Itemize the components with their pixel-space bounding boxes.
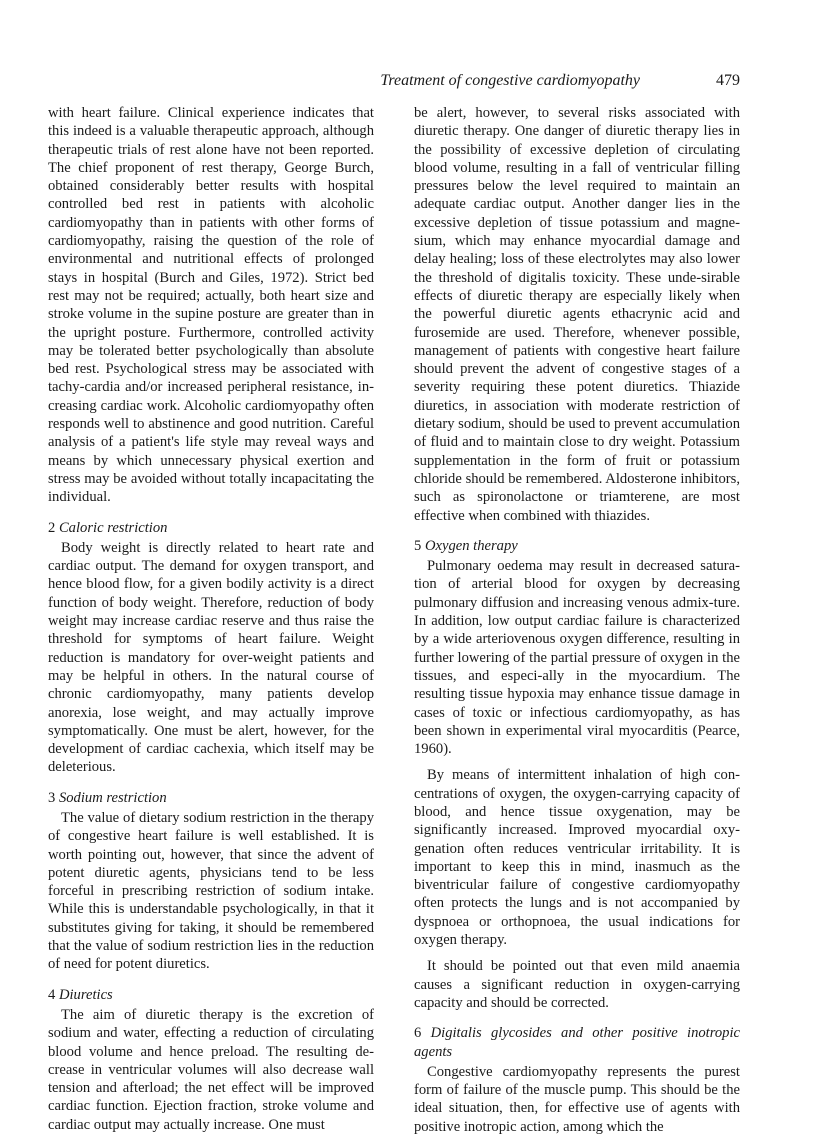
diuretics-continued-paragraph: be alert, however, to several risks associated with diuretic therapy. One danger of diuretic therapy lies in the possibility of excessive depletion of circulating blood volume, resulting in a fall of ventricular filling pressures below the level required to maintain an adequate cardiac output. Another danger lies in the excessive depletion of tissue potassium and magne-sium, which may enhance myocardial damage and delay healing; loss of these electrolytes may also lower the threshold of digitalis toxicity. These unde-sirable effects of diuretic therapy are especially likely when the powerful diuretic agents ethacrynic acid and furosemide are used. Therefore, whenever possible, management of patients with congestive heart failure should prevent the advent of congestive stages of a severity requiring these potent diuretics. Thiazide diuretics, in association with moderate restriction of dietary sodium, should be used to prevent accumulation of fluid and to maintain close to dry weight. Potassium supplementation in the form of fruit or potassium chloride should be remembered. Aldosterone inhibitors, such as spironolactone or triamterene, are most effective when combined with thiazides.: [414, 105, 740, 524]
section-number: 3: [48, 789, 56, 806]
oxygen-paragraph-3: It should be pointed out that even mild anaemia causes a significant reduction in oxygen-carrying capacity and should be corrected.: [414, 958, 740, 1011]
section-title: Diuretics: [58, 986, 113, 1003]
section-heading-sodium-restriction: [48, 789, 374, 807]
section-heading-diuretics: [48, 986, 374, 1004]
page-number: 479: [716, 72, 740, 89]
section-heading-oxygen-therapy: [414, 537, 740, 555]
digitalis-paragraph: Congestive cardiomyopathy represents the purest form of failure of the muscle pump. This should be the ideal situation, then, for effective use of agents with positive inotropic action, among which the: [414, 1063, 740, 1135]
oxygen-paragraph-1: Pulmonary oedema may result in decreased satura-tion of arterial blood for oxygen by decreasing pulmonary diffusion and increasing venous admix-ture. In addition, low output cardiac failure is characterized by a wide arteriovenous oxygen difference, resulting in further lowering of the partial pressure of oxygen in the tissues, and especi-ally in the myocardium. The resulting tissue hypoxia may enhance tissue damage in cases of toxic or infectious cardiomyopathy, as has been shown in experimental viral myocarditis (Pearce, 1960).: [414, 558, 740, 758]
section-title: Digitalis glycosides and other positive inotropic agents: [414, 1025, 740, 1060]
section-number: 6: [414, 1025, 422, 1042]
left-column: [48, 104, 374, 1134]
section-number: 4: [48, 986, 56, 1003]
running-head: [48, 72, 740, 94]
running-title: Treatment of congestive cardiomyopathy: [380, 72, 640, 89]
sodium-restriction-paragraph: The value of dietary sodium restriction in the therapy of congestive heart failure is well established. It is worth pointing out, however, that since the advent of potent diuretic agents, physicians tend to be less forceful in prescribing restriction of sodium intake. While this is understandable psychologically, in that it substitutes giving for taking, it should be remembered that the value of sodium restriction lies in the reduction of need for potent diuretics.: [48, 809, 374, 973]
section-title: Sodium restriction: [58, 789, 167, 806]
right-column: [414, 104, 740, 1136]
section-number: 5: [414, 537, 422, 554]
oxygen-paragraph-2: By means of intermittent inhalation of high con-centrations of oxygen, the oxygen-carrying capacity of blood, and hence tissue oxygenation, may be significantly increased. Improved myocardial oxy-genation often reduces ventricular irritability. It is important to keep this in mind, inasmuch as the biventricular failure of congestive cardiomyopathy often protects the lungs and is not accompanied by dyspnoea or orthopnoea, the usual indications for oxygen therapy.: [414, 767, 740, 949]
diuretics-paragraph: The aim of diuretic therapy is the excretion of sodium and water, effecting a reduction of circulating blood volume and hence preload. The resulting de-crease in ventricular volumes will also decrease wall tension and afterload; the net effect will be improved cardiac function. Ejection fraction, stroke volume and cardiac output may actually increase. One must: [48, 1006, 374, 1133]
caloric-restriction-paragraph: Body weight is directly related to heart rate and cardiac output. The demand for oxygen transport, and hence blood flow, for a given bodily activity is a direct function of body weight. Therefore, reduction of body weight may increase cardiac reserve and thus raise the threshold for symptoms of heart failure. Weight reduction is mandatory for over-weight patients and may be helpful in others. In the natural course of chronic cardiomyopathy, many patients develop anorexia, lose weight, and may actually improve symptomatically. One must be alert, however, for the development of cardiac cachexia, which itself may be deleterious.: [48, 539, 374, 776]
section-heading-caloric-restriction: [48, 519, 374, 537]
section-title: Caloric restriction: [58, 519, 168, 536]
section-title: Oxygen therapy: [424, 537, 518, 554]
section-heading-digitalis: [414, 1024, 740, 1061]
section-number: 2: [48, 519, 56, 536]
rest-therapy-paragraph: with heart failure. Clinical experience indicates that this indeed is a valuable therapeutic approach, although therapeutic trials of rest alone have not been reported. The chief proponent of rest therapy, George Burch, obtained considerably better results with hospital controlled bed rest in patients with alcoholic cardiomyopathy than in patients with other forms of cardiomyopathy, raising the question of the role of environmental and nutritional effects of prolonged stays in hospital (Burch and Giles, 1972). Strict bed rest may not be required; actually, both heart size and stroke volume in the supine posture are greater than in the upright posture. Furthermore, controlled activity may be tolerated better psychologically than absolute bed rest. Psychological stress may be associated with tachy-cardia and/or increased peripheral resistance, in-creasing cardiac work. Alcoholic cardiomyopathy often responds well to abstinence and good nutrition. Careful analysis of a patient's life style may reveal ways and means by which unnecessary physical exertion and stress may be avoided without totally incapacitating the individual.: [48, 105, 374, 506]
